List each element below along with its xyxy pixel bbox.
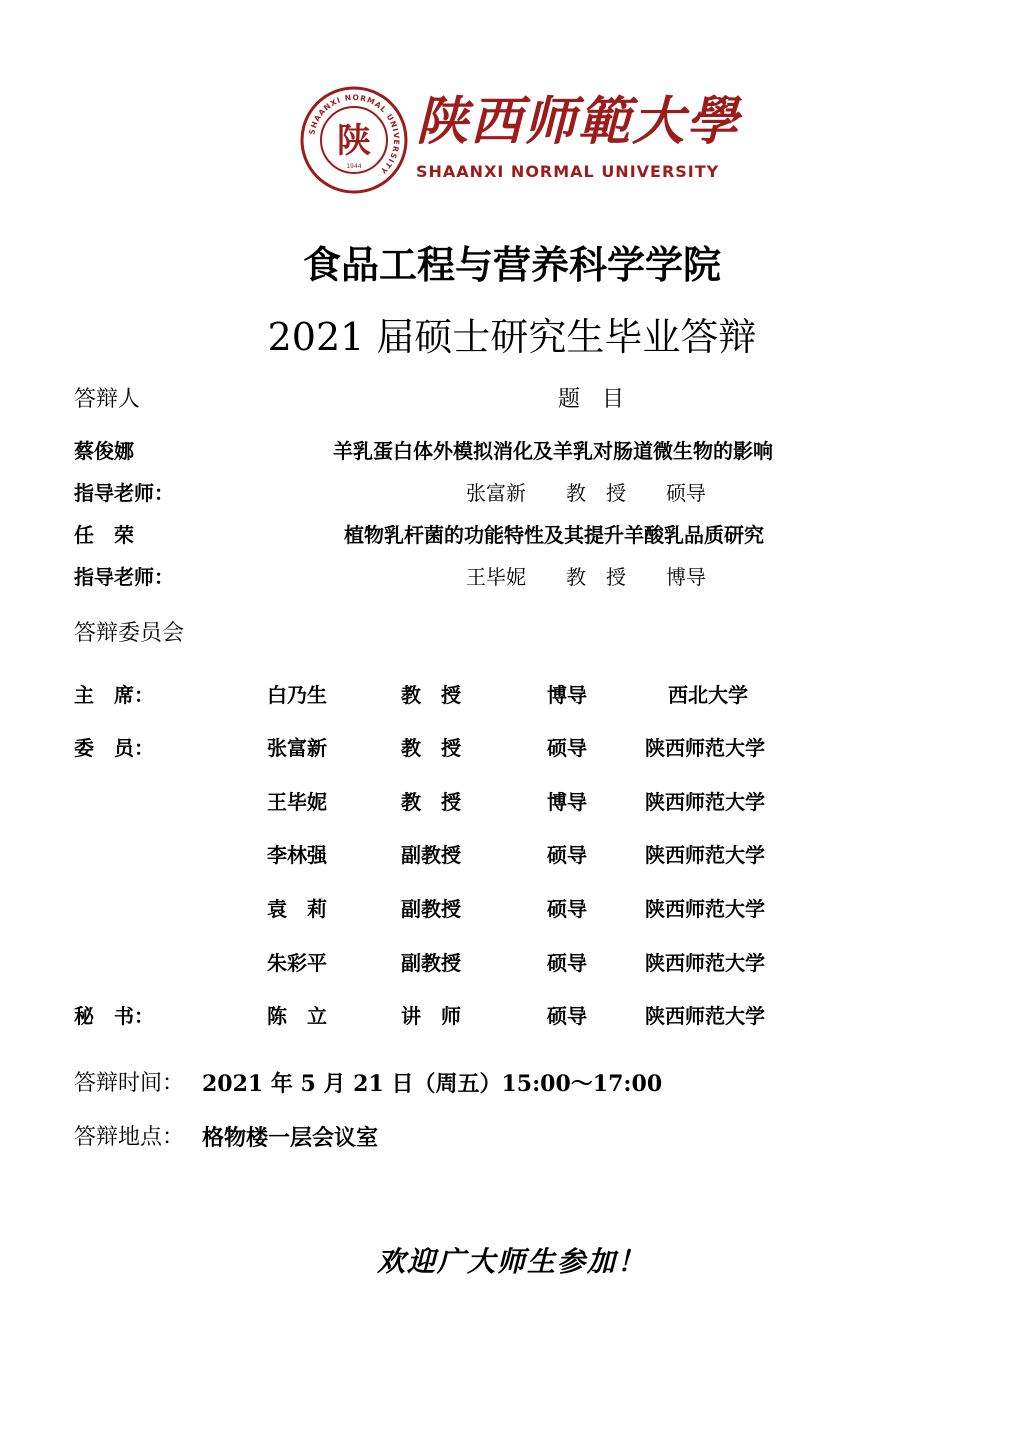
- committee-member-affiliation: 西北大学: [668, 683, 748, 707]
- svg-text:陕: 陕: [337, 121, 371, 161]
- committee-member-affiliation: 陕西师范大学: [645, 736, 765, 760]
- committee-member-title: 教 授: [401, 790, 461, 814]
- event-title: 2021 届硕士研究生毕业答辩: [267, 315, 757, 359]
- committee-member-supervisor: 硕导: [547, 843, 587, 867]
- university-name-en: SHAANXI NORMAL UNIVERSITY: [416, 162, 720, 181]
- committee-member-title: 讲 师: [401, 1004, 461, 1028]
- committee-member-supervisor: 硕导: [547, 1004, 587, 1028]
- svg-text:1944: 1944: [346, 163, 362, 170]
- advisor-label: 指导老师：: [74, 565, 174, 589]
- committee-member-title: 教 授: [401, 736, 461, 760]
- student-name: 任 荣: [74, 523, 134, 547]
- defender-header: 答辩人: [74, 387, 141, 412]
- committee-role: 主 席：: [74, 683, 154, 707]
- committee-member-name: 陈 立: [267, 1004, 327, 1028]
- university-seal-icon: [300, 86, 408, 194]
- committee-member-name: 白乃生: [267, 683, 327, 707]
- thesis-topic: 植物乳杆菌的功能特性及其提升羊酸乳品质研究: [344, 523, 764, 547]
- committee-member-title: 副教授: [401, 951, 461, 975]
- committee-member-supervisor: 博导: [547, 790, 587, 814]
- committee-member-title: 教 授: [401, 683, 461, 707]
- committee-member-affiliation: 陕西师范大学: [645, 897, 765, 921]
- college-title: 食品工程与营养科学学院: [302, 243, 721, 287]
- defense-time-label: 答辩时间：: [74, 1071, 185, 1096]
- committee-role: 委 员：: [74, 736, 154, 760]
- thesis-topic: 羊乳蛋白体外模拟消化及羊乳对肠道微生物的影响: [333, 439, 773, 463]
- committee-member-supervisor: 硕导: [547, 897, 587, 921]
- defense-place-label: 答辩地点：: [74, 1125, 185, 1150]
- defense-place-value: 格物楼一层会议室: [202, 1125, 379, 1151]
- university-logo: [300, 86, 741, 196]
- svg-text:SHAANXI NORMAL UNIVERSITY: SHAANXI NORMAL UNIVERSITY: [307, 92, 402, 176]
- student-name: 蔡俊娜: [74, 439, 134, 463]
- advisor-label: 指导老师：: [74, 481, 174, 505]
- welcome-message: 欢迎广大师生参加！: [376, 1245, 647, 1278]
- committee-member-name: 袁 莉: [267, 897, 327, 921]
- committee-member-name: 李林强: [267, 843, 327, 867]
- committee-member-affiliation: 陕西师范大学: [645, 790, 765, 814]
- committee-member-name: 张富新: [267, 736, 327, 760]
- topic-header: 题 目: [558, 387, 625, 412]
- committee-member-title: 副教授: [401, 897, 461, 921]
- advisor-info: 张富新 教 授 硕导: [466, 481, 706, 505]
- committee-member-title: 副教授: [401, 843, 461, 867]
- committee-heading: 答辩委员会: [74, 621, 185, 646]
- committee-member-supervisor: 硕导: [547, 951, 587, 975]
- committee-member-affiliation: 陕西师范大学: [645, 843, 765, 867]
- university-name-cn: 陕西师範大學: [416, 91, 741, 152]
- committee-member-name: 王毕妮: [267, 790, 327, 814]
- committee-member-name: 朱彩平: [267, 951, 327, 975]
- committee-role: 秘 书：: [74, 1004, 154, 1028]
- advisor-info: 王毕妮 教 授 博导: [466, 565, 706, 589]
- committee-member-supervisor: 硕导: [547, 736, 587, 760]
- defense-time-value: 2021 年 5 月 21 日（周五）15:00～17:00: [202, 1071, 663, 1097]
- committee-member-supervisor: 博导: [547, 683, 587, 707]
- committee-member-affiliation: 陕西师范大学: [645, 1004, 765, 1028]
- committee-member-affiliation: 陕西师范大学: [645, 951, 765, 975]
